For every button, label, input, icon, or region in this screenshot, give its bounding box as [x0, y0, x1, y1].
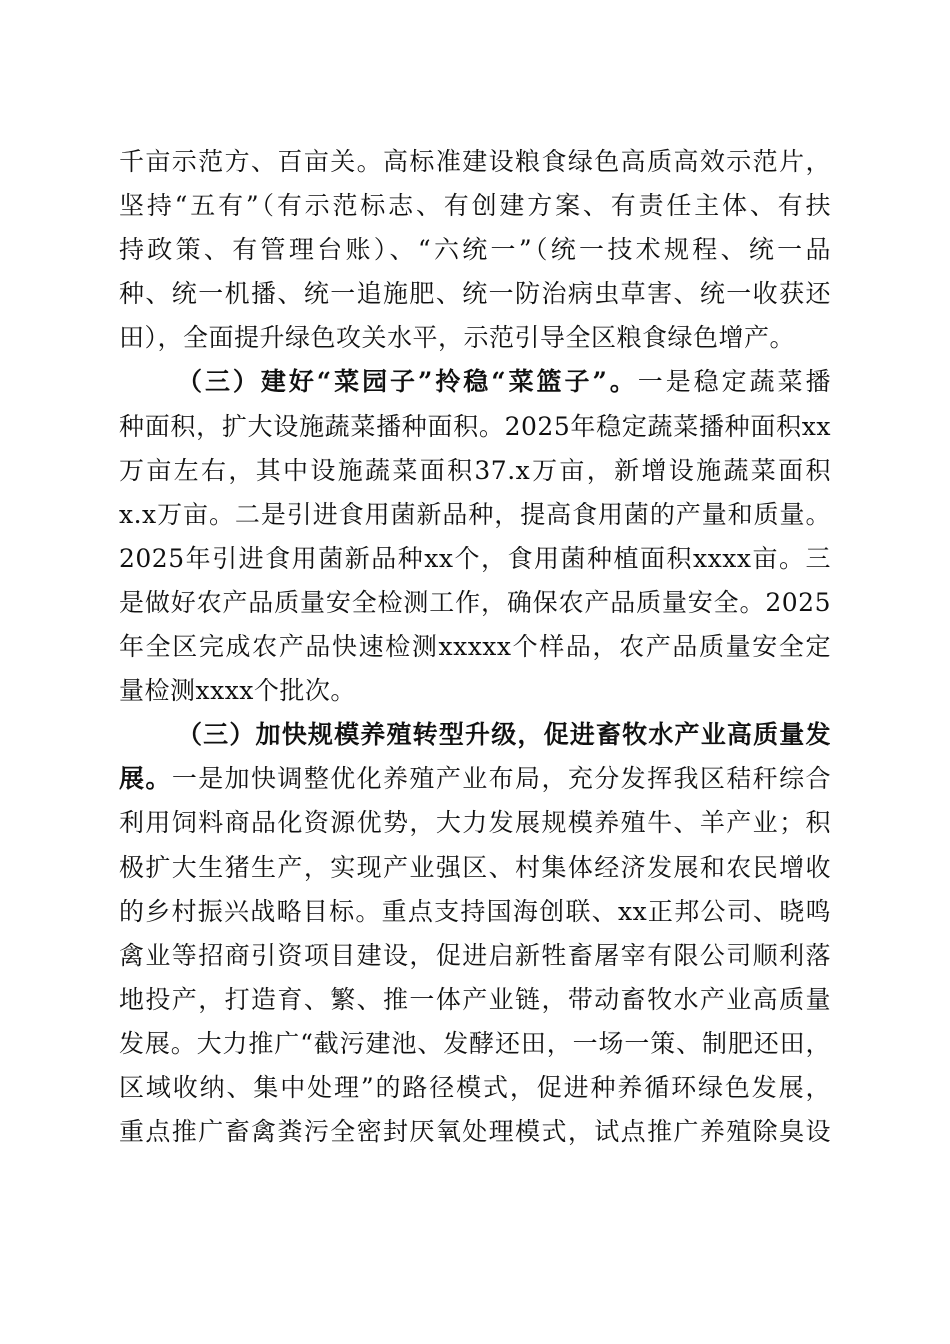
- text-line: [119, 757, 831, 801]
- text-line: 2025年引进食用菌新品种xx个，食用菌种植面积xxxx亩。三: [119, 543, 831, 573]
- text-line: 区域收纳、集中处理”的路径模式，促进种养循环绿色发展，: [119, 1072, 831, 1102]
- text-line: 万亩左右，其中设施蔬菜面积37.x万亩，新增设施蔬菜面积: [119, 455, 831, 485]
- section-heading-end: 展。: [119, 764, 172, 794]
- text-line: 利用饲料商品化资源优势，大力发展规模养殖牛、羊产业；积: [119, 808, 831, 838]
- text-line: 重点推广畜禽粪污全密封厌氧处理模式，试点推广养殖除臭设: [119, 1117, 831, 1147]
- text-line: 年全区完成农产品快速检测xxxxx个样品，农产品质量安全定: [119, 632, 831, 662]
- body-text: [119, 140, 831, 1154]
- section-heading: （三）建好“菜园子”拎稳“菜篮子”。: [177, 367, 638, 397]
- text-line: 量检测xxxx个批次。: [119, 676, 356, 706]
- section-heading: （三）加快规模养殖转型升级，促进畜牧水产业高质量发: [177, 720, 831, 750]
- paragraph-1: [119, 140, 831, 360]
- text-line: x.x万亩。二是引进食用菌新品种，提高食用菌的产量和质量。: [119, 499, 831, 529]
- text-line: 坚持“五有”（有示范标志、有创建方案、有责任主体、有扶: [119, 191, 831, 221]
- text-line: 发展。大力推广“截污建池、发酵还田，一场一策、制肥还田，: [119, 1028, 831, 1058]
- text-line: 千亩示范方、百亩关。高标准建设粮食绿色高质高效示范片，: [119, 147, 831, 176]
- text-line: 的乡村振兴战略目标。重点支持国海创联、xx正邦公司、晓鸣: [119, 896, 831, 926]
- text-line: 地投产，打造育、繁、推一体产业链，带动畜牧水产业高质量: [119, 984, 831, 1014]
- paragraph-2: [119, 360, 831, 713]
- text-line: [119, 360, 831, 404]
- text-line: 是做好农产品质量安全检测工作，确保农产品质量安全。2025: [119, 587, 831, 617]
- text-line: 禽业等招商引资项目建设，促进启新牲畜屠宰有限公司顺利落: [119, 940, 831, 970]
- text-line: 种、统一机播、统一追施肥、统一防治病虫草害、统一收获还: [119, 279, 831, 309]
- text-line: 持政策、有管理台账）、“六统一”（统一技术规程、统一品: [119, 235, 831, 265]
- text-line: 种面积，扩大设施蔬菜播种面积。2025年稳定蔬菜播种面积xx: [119, 411, 831, 441]
- text-run: 一是加快调整优化养殖产业布局，充分发挥我区秸秆综合: [171, 764, 831, 794]
- paragraph-3: [119, 713, 831, 1154]
- text-line: 极扩大生猪生产，实现产业强区、村集体经济发展和农民增收: [119, 852, 831, 882]
- text-line: 田），全面提升绿色攻关水平，示范引导全区粮食绿色增产。: [119, 323, 796, 353]
- text-run: 一是稳定蔬菜播: [637, 367, 831, 397]
